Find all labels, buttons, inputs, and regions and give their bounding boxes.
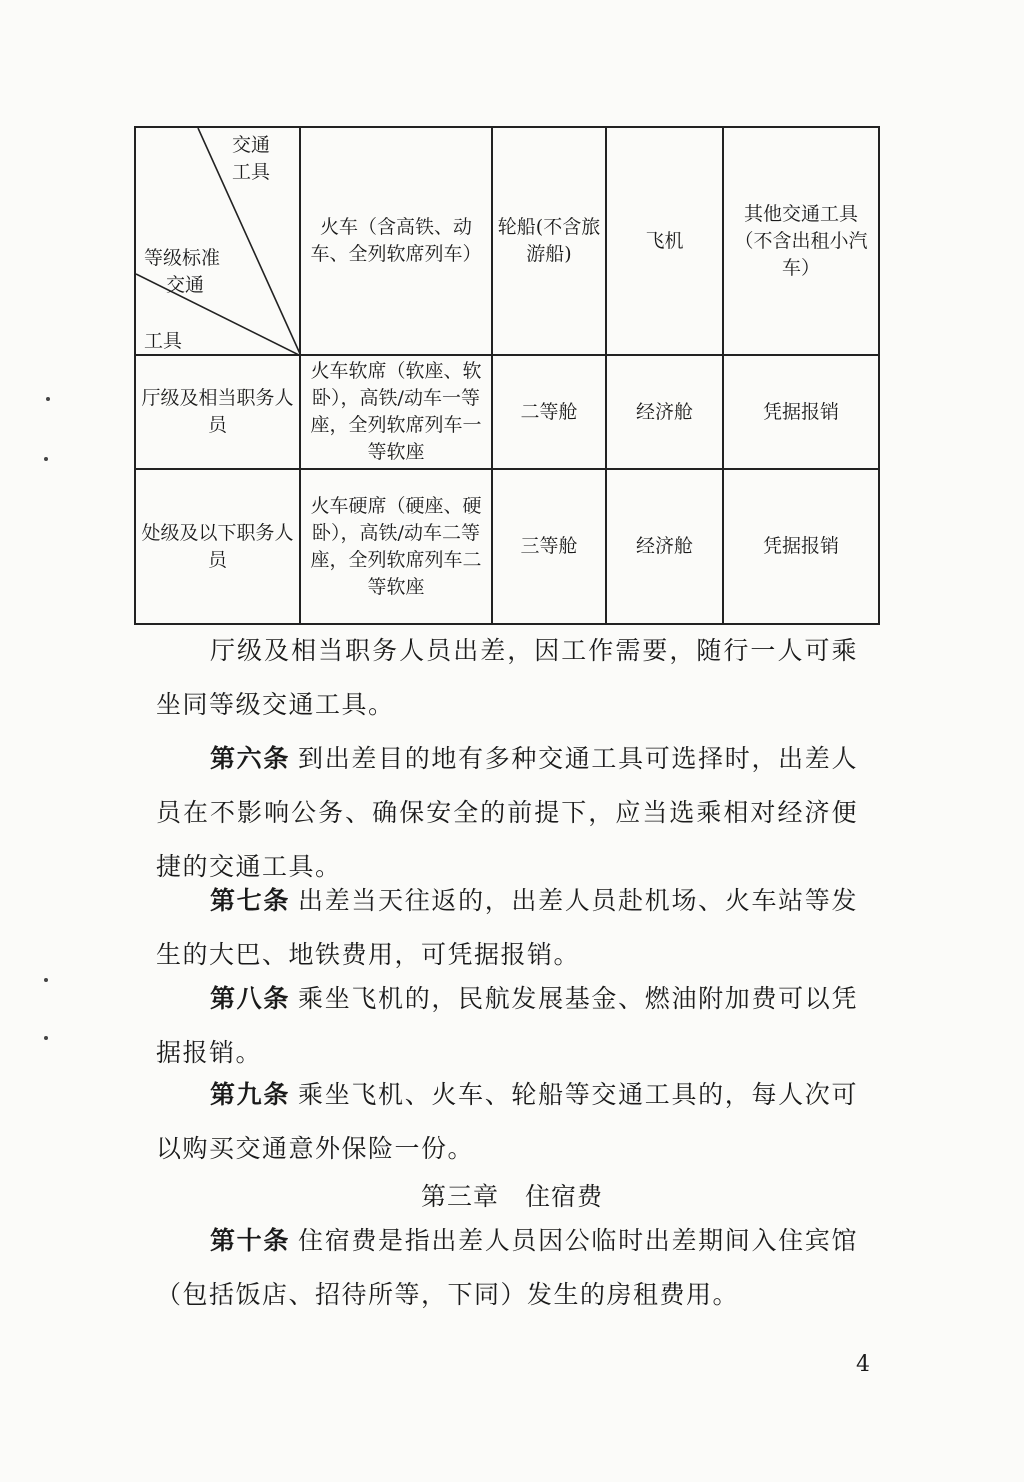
header-plane: 飞机 [606,127,723,355]
article-8 [156,972,858,1080]
article-9 [156,1068,858,1176]
row-train-cell: 火车硬席（硬座、硬卧），高铁/动车二等座，全列软席列车二等软座 [300,469,492,624]
table-row [135,355,879,469]
transport-standard-table [134,126,880,625]
corner-label-transport [232,132,270,186]
paragraph-text: 出差当天往返的，出差人员赴机场、火车站等发生的大巴、地铁费用，可凭据报销。 [156,886,858,969]
page-number: 4 [856,1352,870,1377]
row-other-cell: 凭据报销 [723,469,879,624]
header-train: 火车（含高铁、动车、全列软席列车） [300,127,492,355]
corner-label-line: 工具 [232,161,271,183]
corner-label-line: 交通 [232,134,271,156]
corner-label-level: 等级标准 [144,247,221,269]
scan-speck [46,397,50,401]
article-number: 第十条 [210,1226,291,1255]
chapter-title: 第三章 住宿费 [420,1182,603,1211]
article-10 [156,1214,858,1322]
row-level-cell: 厅级及相当职务人员 [135,355,300,469]
paragraph-text: 到出差目的地有多种交通工具可选择时，出差人员在不影响公务、确保安全的前提下，应当选乘相对经济便捷的交通工具。 [156,744,858,881]
paragraph-text: 住宿费是指出差人员因公临时出差期间入住宾馆（包括饭店、招待所等，下同）发生的房租费用。 [156,1226,858,1309]
paragraph-text: 乘坐飞机的，民航发展基金、燃油附加费可以凭据报销。 [156,984,858,1067]
diagonal-lines [136,128,301,356]
paragraph-escort [156,624,858,732]
row-ship-cell: 三等舱 [492,469,606,624]
scan-speck [44,1036,48,1040]
row-train-cell: 火车软席（软座、软卧），高铁/动车一等座，全列软席列车一等软座 [300,355,492,469]
corner-label-transport-2: 交通 [166,274,205,296]
row-plane-cell: 经济舱 [606,469,723,624]
header-other: 其他交通工具（不含出租小汽车） [723,127,879,355]
corner-label-tool: 工具 [144,330,183,352]
table-corner-cell [135,127,300,355]
row-plane-cell: 经济舱 [606,355,723,469]
table-header-row [135,127,879,355]
article-number: 第七条 [210,886,291,915]
row-ship-cell: 二等舱 [492,355,606,469]
article-number: 第六条 [210,744,291,773]
paragraph-text: 厅级及相当职务人员出差，因工作需要，随行一人可乘坐同等级交通工具。 [156,636,858,719]
row-other-cell: 凭据报销 [723,355,879,469]
row-level-cell: 处级及以下职务人员 [135,469,300,624]
paragraph-text: 乘坐飞机、火车、轮船等交通工具的，每人次可以购买交通意外保险一份。 [156,1080,858,1163]
scan-speck [44,978,48,982]
article-7 [156,874,858,982]
table-row [135,469,879,624]
scan-speck [44,457,48,461]
article-6 [156,732,858,894]
article-number: 第九条 [210,1080,291,1109]
article-number: 第八条 [210,984,291,1013]
header-ship: 轮船(不含旅游船) [492,127,606,355]
